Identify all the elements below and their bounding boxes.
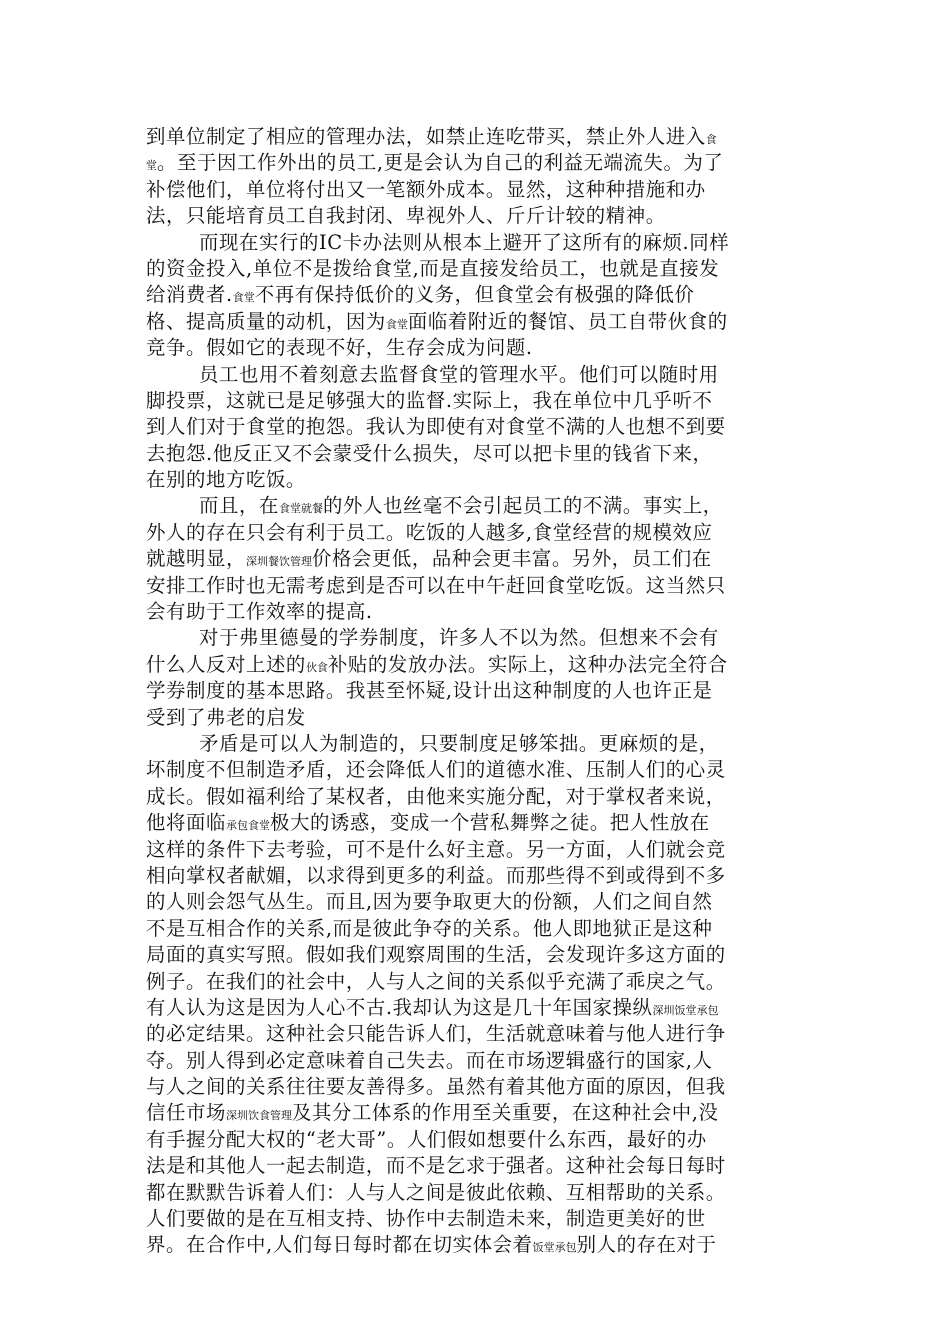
text-line — [146, 1180, 804, 1206]
text-line — [146, 230, 804, 256]
text-segment: 有人认为这是因为人心不古.我却认为这是几十年国家操纵 — [146, 995, 653, 1019]
text-segment: 不是互相合作的关系,而是彼此争夺的关系。他人即地狱正是这种 — [146, 916, 713, 940]
paragraph — [146, 493, 804, 625]
text-line — [146, 1021, 804, 1047]
text-segment: 到单位制定了相应的管理办法，如禁止连吃带买，禁止外人进入 — [146, 125, 706, 148]
text-line — [146, 969, 804, 995]
text-line — [146, 916, 804, 942]
text-line — [146, 1153, 804, 1179]
text-segment: 法是和其他人一起去制造，而不是乞求于强者。这种社会每日每时 — [146, 1154, 726, 1178]
text-segment: 竞争。假如它的表现不好，生存会成为问题. — [146, 336, 533, 360]
text-line — [146, 1074, 804, 1100]
text-segment: 受到了弗老的启发 — [146, 705, 306, 729]
inline-small-text: 深圳餐饮管理 — [245, 555, 312, 569]
text-line — [146, 414, 804, 440]
text-line — [146, 889, 804, 915]
text-line — [146, 1232, 804, 1258]
text-segment: 的必定结果。这种社会只能告诉人们，生活就意味着与他人进行争 — [146, 1022, 726, 1046]
text-segment: 例子。在我们的社会中，人与人之间的关系似乎充满了乖戾之气。 — [146, 969, 726, 993]
text-segment: 安排工作时也无需考虑到是否可以在中午赶回食堂吃饭。这当然只 — [146, 573, 726, 597]
text-segment: 及其分工体系的作用至关重要，在这种社会中,没 — [291, 1101, 719, 1125]
text-segment: 在别的地方吃饭。 — [146, 468, 306, 492]
text-line — [146, 335, 804, 361]
text-segment: 去抱怨.他反正又不会蒙受什么损失，尽可以把卡里的钱省下来， — [146, 441, 713, 465]
paragraph — [146, 625, 804, 731]
text-segment: 。至于因工作外出的员工,更是会认为自己的利益无端流失。为了 — [157, 151, 724, 175]
text-segment: 有手握分配大权的“老大哥”。人们假如想要什么东西，最好的办 — [146, 1127, 707, 1151]
text-segment: 到人们对于食堂的抱怨。我认为即使有对食堂不满的人也想不到要 — [146, 415, 726, 439]
text-line — [146, 731, 804, 757]
text-segment: 矛盾是可以人为制造的，只要制度足够笨拙。更麻烦的是， — [199, 731, 719, 755]
text-segment: 补偿他们，单位将付出又一笔额外成本。显然，这种种措施和办 — [146, 177, 706, 201]
inline-small-text: 堂 — [146, 159, 157, 173]
inline-small-text: 食堂 — [385, 317, 408, 331]
text-segment: 的外人也丝毫不会引起员工的不满。事实上， — [322, 494, 723, 518]
inline-small-text: 深圳饮食管理 — [225, 1109, 292, 1123]
text-line — [146, 625, 804, 651]
text-segment: 界。在合作中,人们每日每时都在切实体会着 — [146, 1233, 533, 1257]
text-segment: 别人的存在对于 — [576, 1233, 717, 1257]
text-segment: 给消费者. — [146, 283, 233, 307]
text-segment: 这样的条件下去考验，可不是什么好主意。另一方面，人们就会竞 — [146, 837, 726, 861]
text-line — [146, 177, 804, 203]
inline-small-text: 饭堂承包 — [532, 1241, 577, 1255]
text-segment: 就越明显， — [146, 547, 246, 571]
text-segment: 对于弗里德曼的学券制度，许多人不以为然。但想来不会有 — [199, 626, 719, 650]
text-line — [146, 441, 804, 467]
text-segment: 而且，在 — [199, 494, 279, 518]
text-line — [146, 1206, 804, 1232]
text-segment: 格、提高质量的动机，因为 — [146, 309, 386, 333]
text-line — [146, 362, 804, 388]
paragraph — [146, 124, 804, 230]
inline-small-text: 深圳饭堂承包 — [652, 1003, 719, 1017]
text-line — [146, 467, 804, 493]
document-page — [146, 124, 804, 1259]
text-line — [146, 1100, 804, 1126]
text-segment: 会有助于工作效率的提高. — [146, 600, 373, 624]
text-line — [146, 1127, 804, 1153]
text-segment: 夺。别人得到必定意味着自己失去。而在市场逻辑盛行的国家,人 — [146, 1048, 713, 1072]
text-line — [146, 810, 804, 836]
text-line — [146, 837, 804, 863]
text-segment: 的资金投入,单位不是拨给食堂,而是直接发给员工，也就是直接发 — [146, 256, 720, 280]
text-segment: 学券制度的基本思路。我甚至怀疑,设计出这种制度的人也许正是 — [146, 679, 713, 703]
text-line — [146, 520, 804, 546]
text-segment: 而现在实行的IC卡办法则从根本上避开了这所有的麻烦.同样 — [199, 230, 730, 254]
text-line — [146, 678, 804, 704]
text-line — [146, 995, 804, 1021]
text-segment: 补贴的发放办法。实际上，这种办法完全符合 — [327, 652, 728, 676]
text-segment: 信任市场 — [146, 1101, 226, 1125]
text-segment: 员工也用不着刻意去监督食堂的管理水平。他们可以随时用 — [199, 362, 719, 386]
text-segment: 与人之间的关系往往要友善得多。虽然有着其他方面的原因，但我 — [146, 1075, 726, 1099]
text-line — [146, 309, 804, 335]
text-line — [146, 1048, 804, 1074]
paragraph — [146, 362, 804, 494]
text-segment: 成长。假如福利给了某权者，由他来实施分配，对于掌权者来说， — [146, 784, 726, 808]
text-line — [146, 573, 804, 599]
text-segment: 局面的真实写照。假如我们观察周围的生活，会发现许多这方面的 — [146, 943, 726, 967]
text-segment: 他将面临 — [146, 811, 226, 835]
text-segment: 极大的诱惑，变成一个营私舞弊之徒。把人性放在 — [269, 811, 710, 835]
inline-small-text: 食堂 — [232, 291, 255, 305]
text-line — [146, 757, 804, 783]
text-segment: 什么人反对上述的 — [146, 652, 306, 676]
text-line — [146, 546, 804, 572]
text-line — [146, 124, 804, 150]
inline-small-text: 食 — [705, 133, 717, 146]
text-line — [146, 150, 804, 176]
text-line — [146, 282, 804, 308]
inline-small-text: 承包食堂 — [225, 819, 270, 833]
text-segment: 人们要做的是在互相支持、协作中去制造未来，制造更美好的世 — [146, 1207, 706, 1231]
text-line — [146, 942, 804, 968]
text-line — [146, 203, 804, 229]
text-segment: 脚投票，这就已是足够强大的监督.实际上，我在单位中几乎听不 — [146, 388, 713, 412]
text-line — [146, 652, 804, 678]
text-line — [146, 599, 804, 625]
paragraph — [146, 731, 804, 1259]
inline-small-text: 食堂就餐 — [278, 502, 323, 516]
text-line — [146, 256, 804, 282]
text-line — [146, 863, 804, 889]
text-segment: 不再有保持低价的义务，但食堂会有极强的降低价 — [254, 283, 695, 307]
text-line — [146, 705, 804, 731]
text-segment: 法，只能培育员工自我封闭、卑视外人、斤斤计较的精神。 — [146, 204, 666, 228]
inline-small-text: 伙食 — [305, 660, 328, 674]
paragraph — [146, 230, 804, 362]
text-segment: 面临着附近的餐馆、员工自带伙食的 — [407, 309, 728, 333]
text-segment: 的人则会怨气丛生。而且,因为要争取更大的份额，人们之间自然 — [146, 890, 713, 914]
text-line — [146, 388, 804, 414]
text-segment: 坏制度不但制造矛盾，还会降低人们的道德水准、压制人们的心灵 — [146, 758, 726, 782]
text-segment: 外人的存在只会有利于员工。吃饭的人越多,食堂经营的规模效应 — [146, 520, 713, 544]
text-segment: 都在默默告诉着人们：人与人之间是彼此依赖、互相帮助的关系。 — [146, 1180, 726, 1204]
text-segment: 相向掌权者献媚，以求得到更多的利益。而那些得不到或得到不多 — [146, 863, 726, 887]
text-line — [146, 784, 804, 810]
text-line — [146, 493, 804, 519]
text-segment: 价格会更低，品种会更丰富。另外，员工们在 — [311, 547, 712, 571]
